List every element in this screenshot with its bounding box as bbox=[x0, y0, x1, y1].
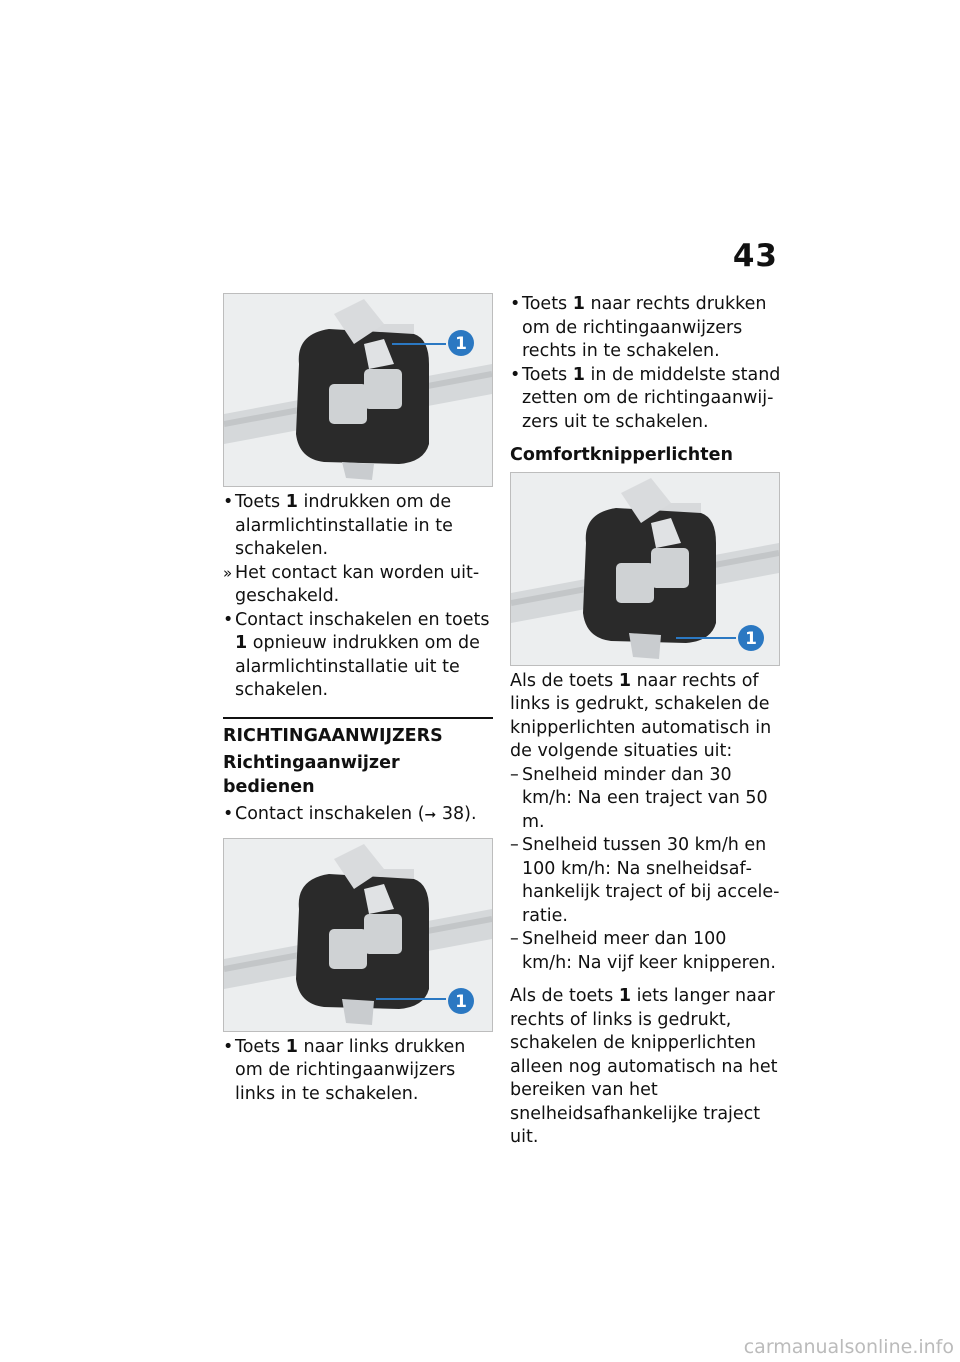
section-divider bbox=[223, 717, 493, 749]
svg-text:1: 1 bbox=[455, 334, 467, 354]
svg-text:1: 1 bbox=[455, 991, 467, 1012]
section-title: RICHTINGAANWIJZERS bbox=[223, 725, 443, 746]
paragraph: Als de toets 1 iets langer naar rechts of links is gedrukt, schakelen de knipperlichten alleen nog automatisch na het bereiken van het snelheidsafhankelijke traject uit. bbox=[510, 986, 778, 1147]
subsection-title: Comfortknipperlichten bbox=[510, 445, 733, 465]
right-column bbox=[510, 293, 782, 1150]
paragraph: Als de toets 1 naar rechts of links is gedrukt, schakelen de knipperlichten automatisch in de volgende situaties uit: bbox=[510, 670, 772, 761]
subsection-title: Richtingaanwijzer bedienen bbox=[223, 753, 400, 797]
svg-text:1: 1 bbox=[745, 628, 757, 649]
watermark: carmanualsonline.info bbox=[743, 1336, 954, 1358]
list-item: • Toets 1 naar links drukken om de richtingaanwijzers links in te schakelen. bbox=[223, 1036, 493, 1107]
switch-illustration-2 bbox=[224, 839, 492, 1031]
figure-hazard-switch bbox=[223, 293, 493, 487]
page-ref-arrow-icon: ➞ bbox=[424, 807, 437, 823]
switch-illustration-1 bbox=[224, 294, 492, 486]
dash-item: – Snelheid meer dan 100 km/h: Na vijf keer knipperen. bbox=[510, 928, 782, 975]
dash-item: – Snelheid tussen 30 km/h en 100 km/h: Na snelheidsafhankelijk traject of bij acceleratie. bbox=[510, 834, 782, 928]
left-column bbox=[223, 293, 493, 1106]
dash-item: – Snelheid minder dan 30 km/h: Na een traject van 50 m. bbox=[510, 764, 782, 835]
result-item: » Het contact kan worden uitgeschakeld. bbox=[223, 562, 493, 609]
list-item: • Toets 1 in de middelste stand zetten om de richtingaanwijzers uit te schakelen. bbox=[510, 364, 782, 435]
switch-illustration-3 bbox=[511, 473, 779, 665]
list-item: • Toets 1 naar rechts drukken om de richtingaanwijzers rechts in te schakelen. bbox=[510, 293, 782, 364]
figure-turn-left-switch bbox=[223, 838, 493, 1032]
figure-comfort-switch bbox=[510, 472, 780, 666]
list-item: • Contact inschakelen (➞ 38). bbox=[223, 803, 493, 828]
page-number: 43 bbox=[732, 238, 778, 274]
page-reference-link[interactable]: 38). bbox=[436, 804, 477, 824]
list-item: • Contact inschakelen en toets 1 opnieuw indrukken om de alarmlichtinstallatie uit te schakelen. bbox=[223, 609, 493, 703]
list-item: • Toets 1 indrukken om de alarmlichtinstallatie in te schakelen. bbox=[223, 491, 493, 562]
